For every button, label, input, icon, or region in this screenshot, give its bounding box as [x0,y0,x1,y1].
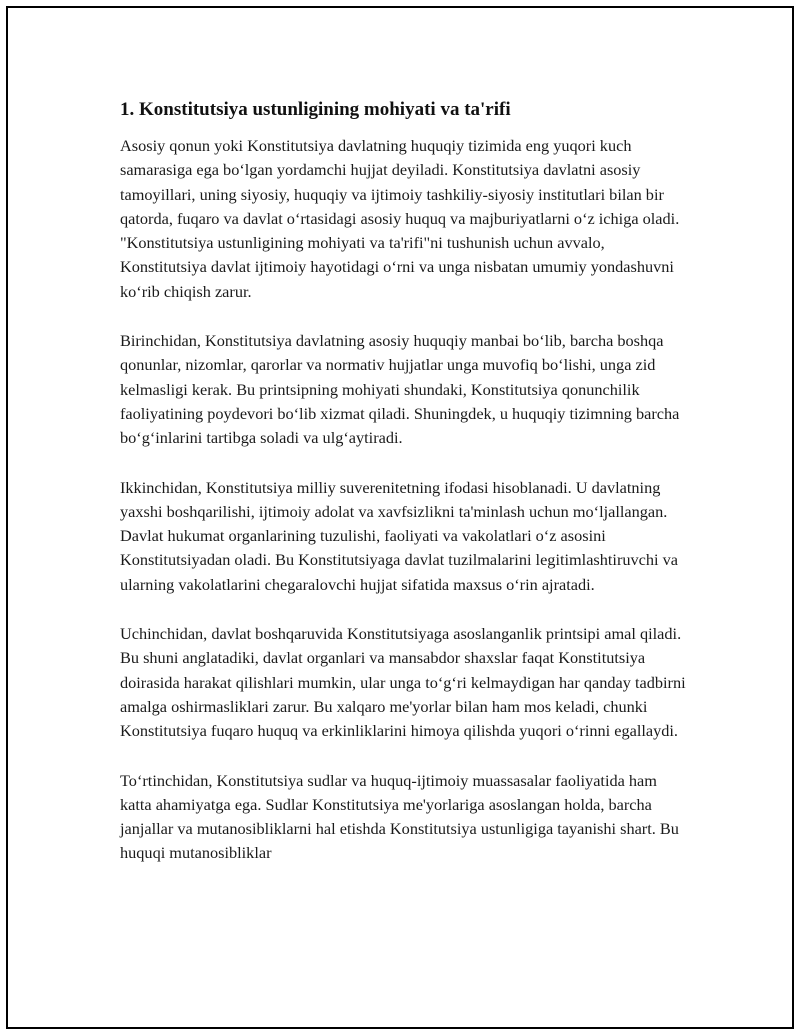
paragraph-fourth: To‘rtinchidan, Konstitutsiya sudlar va huquq-ijtimoiy muassasalar faoliyatida ham katta ahamiyatga ega. Sudlar Konstitutsiya me'yorlariga asoslangan holda, barcha janjallar va mutanosibliklarni hal etishda Konstitutsiya ustunligiga tayanishi shart. Bu huquqi mutanosibliklar [120,770,679,863]
paragraph-third: Uchinchidan, davlat boshqaruvida Konstitutsiyaga asoslanganlik printsipi amal qiladi. Bu shuni anglatadiki, davlat organlari va mansabdor shaxslar faqat Konstitutsiya doirasida harakat qilishlari mumkin, ular unga to‘g‘ri kelmaydigan har qanday tadbirni amalga oshirmasliklari zarur. Bu xalqaro me'yorlar bilan ham mos keladi, chunki Konstitutsiya fuqaro huquq va erkinliklarini himoya qilishda yuqori o‘rinni egallaydi. [120,624,686,741]
page-border [6,6,794,1029]
section-heading: 1. Konstitutsiya ustunligining mohiyati va ta'rifi [120,99,511,120]
document-body [120,97,690,891]
paragraph-intro: Asosiy qonun yoki Konstitutsiya davlatning huquqiy tizimida eng yuqori kuch samarasiga ega bo‘lgan yordamchi hujjat deyiladi. Konstitutsiya davlatni asosiy tamoyillari, uning siyosiy, huquqiy va ijtimoiy tashkiliy-siyosiy institutlari bilan bir qatorda, fuqaro va davlat o‘rtasidagi asosiy huquq va majburiyatlarni o‘z ichiga oladi. "Konstitutsiya ustunligining mohiyati va ta'rifi"ni tushunish uchun avvalo, Konstitutsiya davlat ijtimoiy hayotidagi o‘rni va unga nisbatan umumiy yondashuvni ko‘rib chiqish zarur. [120,136,680,301]
paragraph-second: Ikkinchidan, Konstitutsiya milliy suverenitetning ifodasi hisoblanadi. U davlatning yaxshi boshqarilishi, ijtimoiy adolat va xavfsizlikni ta'minlash uchun mo‘ljallangan. Davlat hukumat organlarining tuzulishi, faoliyati va vakolatlari o‘z asosini Konstitutsiyadan oladi. Bu Konstitutsiyaga davlat tuzilmalarini legitimlashtiruvchi va ularning vakolatlarini chegaralovchi hujjat sifatida maxsus o‘rin ajratadi. [120,477,678,594]
paragraph-first: Birinchidan, Konstitutsiya davlatning asosiy huquqiy manbai bo‘lib, barcha boshqa qonunlar, nizomlar, qarorlar va normativ hujjatlar unga muvofiq bo‘lishi, unga zid kelmasligi kerak. Bu printsipning mohiyati shundaki, Konstitutsiya qonunchilik faoliyatining poydevori bo‘lib xizmat qiladi. Shuningdek, u huquqiy tizimning barcha bo‘g‘inlarini tartibga soladi va ulg‘aytiradi. [120,331,680,448]
